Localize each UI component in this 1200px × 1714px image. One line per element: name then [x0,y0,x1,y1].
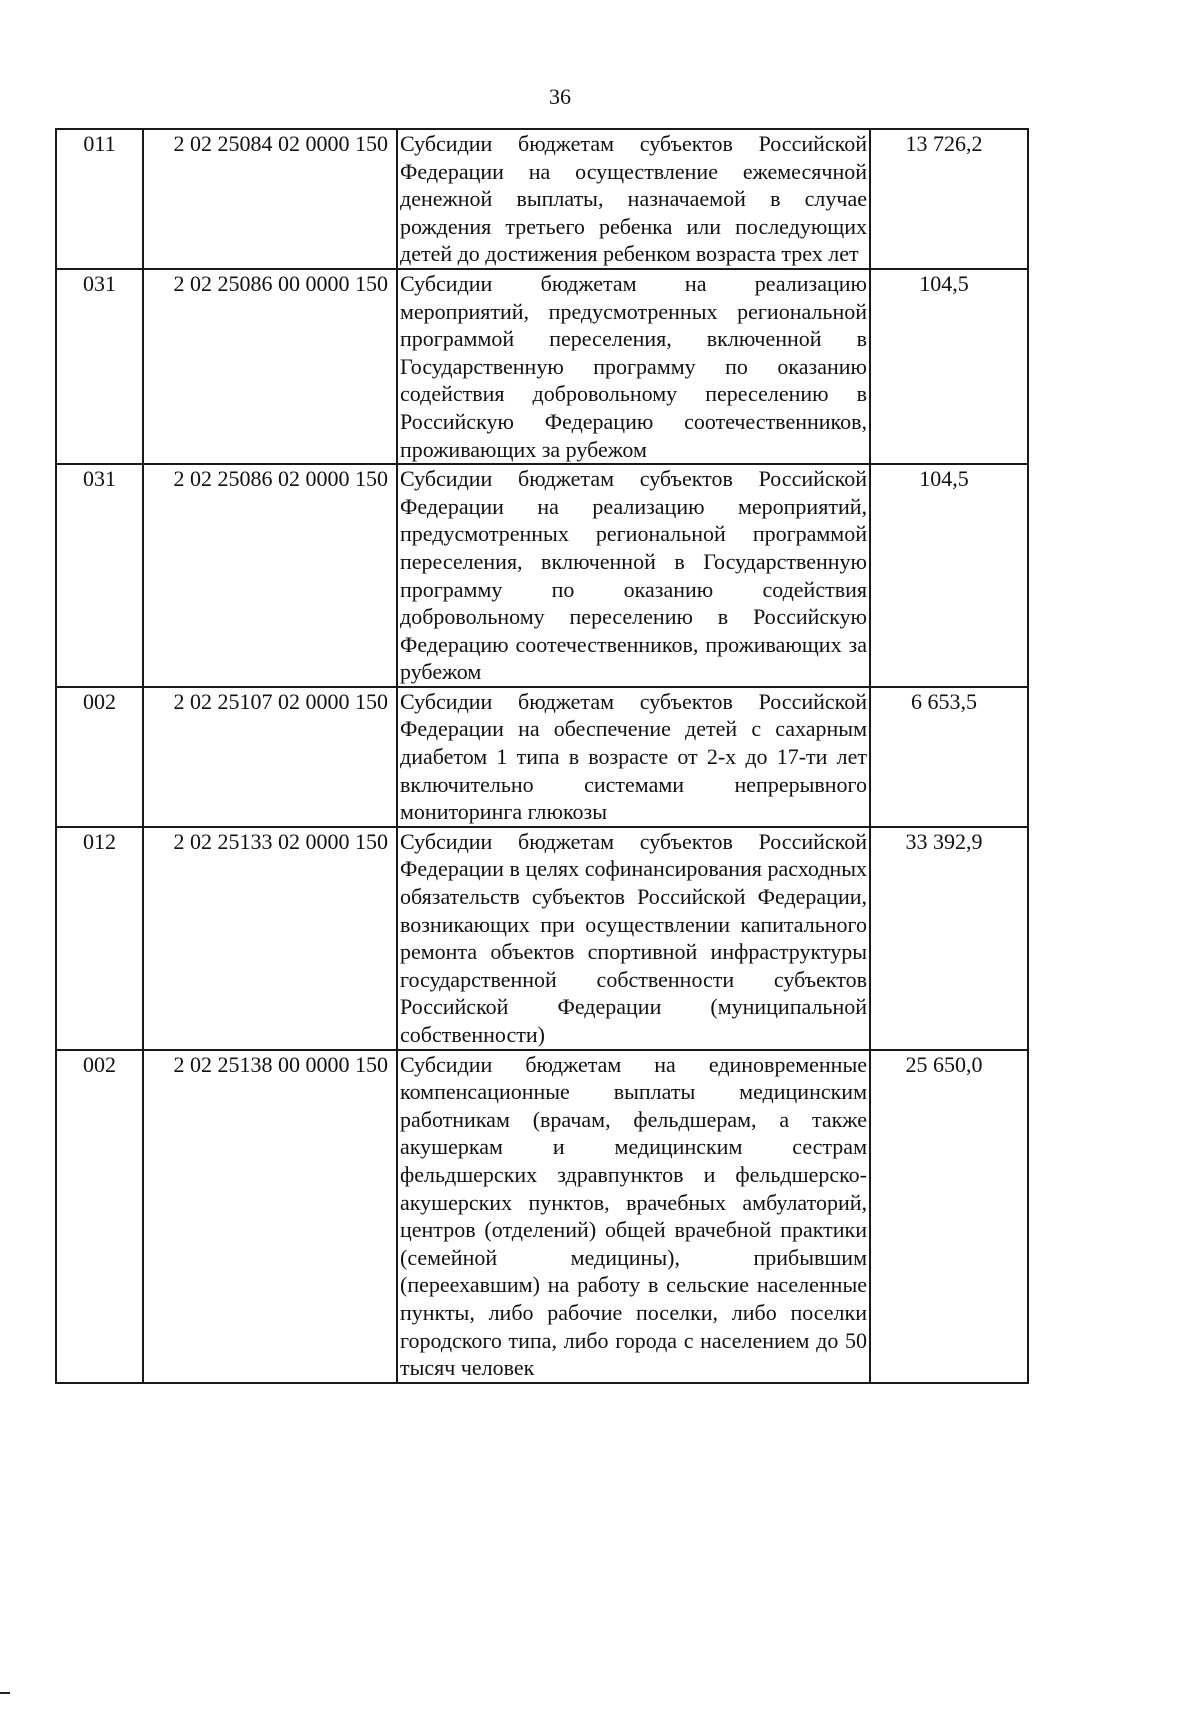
revenue-name-cell: Субсидии бюджетам субъектов Российской Федерации на реализацию мероприятий, предусмотренных региональной программой переселения, включенной в Государственную программу по оказанию содействия добровольному переселению в Российскую Федерацию соотечественников, проживающих за рубежом [397,464,870,687]
amount-cell: 104,5 [870,464,1028,687]
admin-code-cell: 012 [56,827,143,1050]
amount-cell: 33 392,9 [870,827,1028,1050]
revenue-name-cell: Субсидии бюджетам субъектов Российской Федерации на обеспечение детей с сахарным диабетом 1 типа в возрасте от 2-х до 17-ти лет включительно системами непрерывного мониторинга глюкозы [397,687,870,827]
admin-code-cell: 011 [56,129,143,269]
budget-classification-code-cell: 2 02 25133 02 0000 150 [143,827,397,1050]
revenue-name-cell: Субсидии бюджетам на реализацию мероприятий, предусмотренных региональной программой переселения, включенной в Государственную программу по оказанию содействия добровольному переселению в Российскую Федерацию соотечественников, проживающих за рубежом [397,269,870,464]
amount-cell: 13 726,2 [870,129,1028,269]
page-number: 36 [549,84,571,109]
revenue-name-cell: Субсидии бюджетам субъектов Российской Федерации в целях софинансирования расходных обязательств субъектов Российской Федерации, возникающих при осуществлении капитального ремонта объектов спортивной инфраструктуры государственной собственности субъектов Российской Федерации (муниципальной собственности) [397,827,870,1050]
admin-code-cell: 002 [56,1050,143,1383]
revenue-name-cell: Субсидии бюджетам субъектов Российской Федерации на осуществление ежемесячной денежной выплаты, назначаемой в случае рождения третьего ребенка или последующих детей до достижения ребенком возраста трех лет [397,129,870,269]
amount-cell: 6 653,5 [870,687,1028,827]
table-row [56,687,1028,827]
table-row [56,827,1028,1050]
admin-code-cell: 031 [56,464,143,687]
admin-code-cell: 002 [56,687,143,827]
scan-edge-mark [0,1692,10,1694]
budget-classification-code-cell: 2 02 25084 02 0000 150 [143,129,397,269]
table-row [56,1050,1028,1383]
budget-classification-code-cell: 2 02 25086 02 0000 150 [143,464,397,687]
budget-classification-code-cell: 2 02 25107 02 0000 150 [143,687,397,827]
table-row [56,129,1028,269]
amount-cell: 104,5 [870,269,1028,464]
table-row [56,269,1028,464]
table-row [56,464,1028,687]
amount-cell: 25 650,0 [870,1050,1028,1383]
budget-classification-code-cell: 2 02 25138 00 0000 150 [143,1050,397,1383]
budget-revenue-table [55,128,1029,1384]
revenue-name-cell: Субсидии бюджетам на единовременные компенсационные выплаты медицинским работникам (врачам, фельдшерам, а также акушеркам и медицинским сестрам фельдшерских здравпунктов и фельдшерско-акушерских пунктов, врачебных амбулаторий, центров (отделений) общей врачебной практики (семейной медицины), прибывшим (переехавшим) на работу в сельские населенные пункты, либо рабочие поселки, либо поселки городского типа, либо города с населением до 50 тысяч человек [397,1050,870,1383]
admin-code-cell: 031 [56,269,143,464]
budget-classification-code-cell: 2 02 25086 00 0000 150 [143,269,397,464]
